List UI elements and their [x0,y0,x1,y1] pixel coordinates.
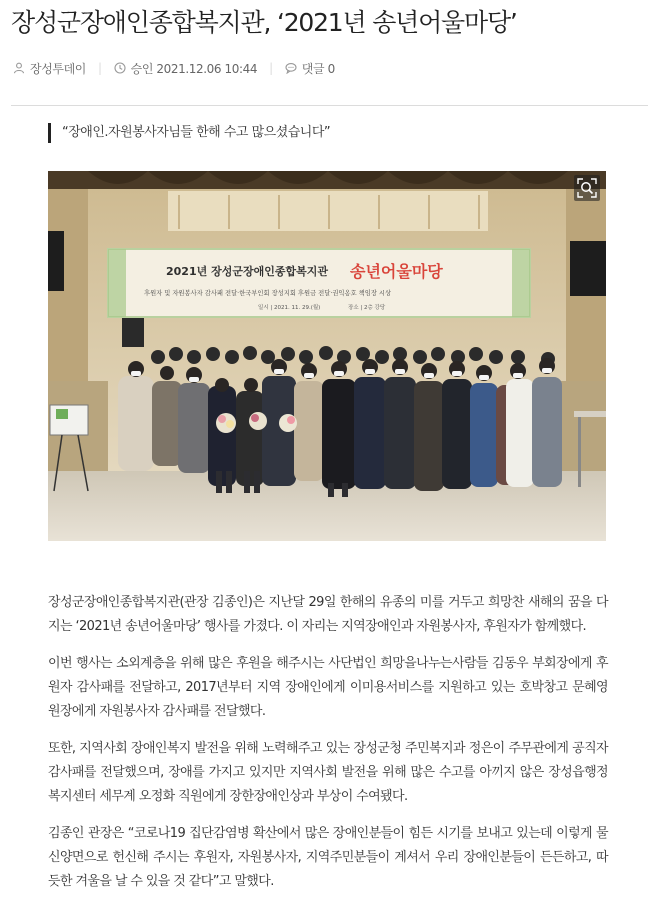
comment-count: 댓글 0 [301,61,335,76]
header-divider [11,105,648,106]
user-icon [13,62,25,74]
article-body [48,591,608,907]
article-paragraph: 또한, 지역사회 장애인복지 발전을 위해 노력해주고 있는 장성군청 주민복지과 정은이 주무관에게 공직자 감사패를 전달했으며, 장애를 가지고 있지만 지역사회 발전을 위해 많은 수고를 아끼지 않은 장성읍행정복지센터 세무계 오정화 직원에게 장한장애인상과 부상이 수여됐다. [48,741,608,804]
clock-icon [114,62,126,74]
article-meta [13,58,335,78]
approval-meta [114,60,258,77]
article-subheading: “장애인.자원봉사자님들 한해 수고 많으셨습니다” [48,123,330,143]
meta-divider: | [97,61,102,75]
event-group-photo [48,171,606,541]
comment-icon [285,62,297,74]
magnifier-icon [574,175,600,201]
author-name: 장성투데이 [30,61,86,76]
article-photo[interactable] [48,171,606,541]
article-title: 장성군장애인종합복지관, ‘2021년 송년어울마당’ [11,8,517,37]
meta-divider: | [269,61,273,75]
article-paragraph: 이번 행사는 소외계층을 위해 많은 후원을 해주시는 사단법인 희망을나누는사람들 김동우 부회장에게 후원자 감사패를 전달하고, 2017년부터 지역 장애인에게 이미용서비스를 지원하고 있는 호박창고 문혜영 원장에게 자원봉사자 감사패를 전달했다. [48,656,608,719]
article-paragraph: 장성군장애인종합복지관(관장 김종인)은 지난달 29일 한해의 유종의 미를 거두고 희망찬 새해의 꿈을 다지는 ‘2021년 송년어울마당’ 행사를 가졌다. 이 자리는 지역장애인과 자원봉사자, 후원자가 함께했다. [48,595,608,634]
banner-subline: 후원자 및 자원봉사자 감사패 전달·한국부인회 장성지회 후원금 전달·권익옹호 책임장 시상 [144,290,392,297]
banner-title-right: 송년어울마당 [350,262,443,281]
approval-date: 승인 2021.12.06 10:44 [130,61,258,76]
article-paragraph: 김종인 관장은 “코로나19 집단감염병 확산에서 많은 장애인분들이 힘든 시기를 보내고 있는데 이렇게 물신양면으로 헌신해 주시는 후원자, 자원봉사자, 지역주민분들이 계셔서 우리 장애인분들이 든든하고, 따듯한 겨울을 날 수 있을 것 같다”고 말했다. [48,826,608,889]
comments-meta[interactable] [285,60,335,77]
banner-place: 장소 | 2층 강당 [348,305,386,311]
banner-date: 일시 | 2021. 11. 29.(월) [258,305,321,311]
zoom-button[interactable] [574,175,600,201]
banner-title-left: 2021년 장성군장애인종합복지관 [166,265,328,278]
author-meta[interactable] [13,60,86,77]
